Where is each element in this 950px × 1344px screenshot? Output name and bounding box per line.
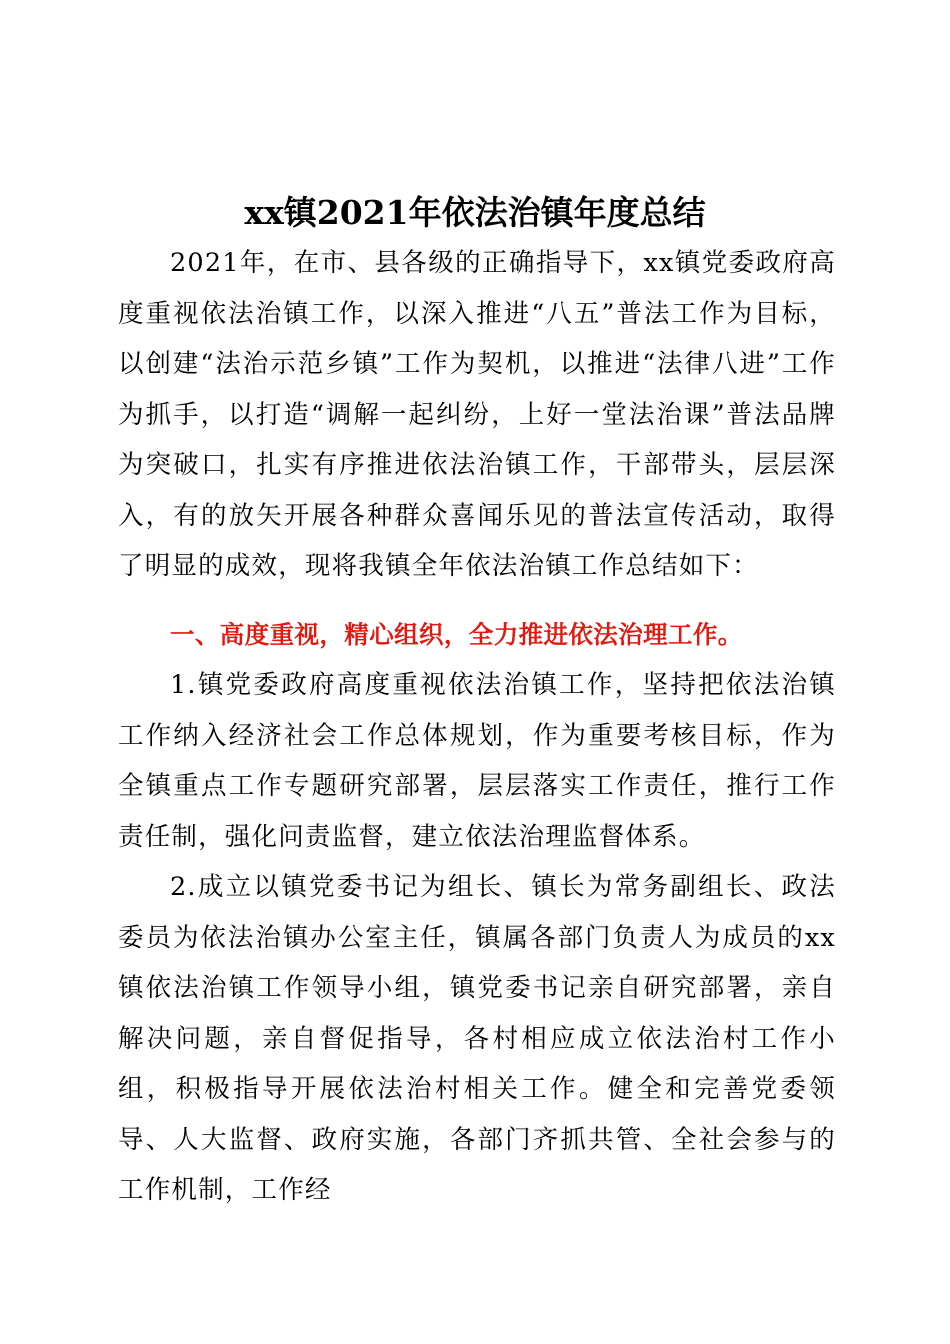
document-title: xx镇2021年依法治镇年度总结 <box>244 193 706 232</box>
paragraph-item-1: 1.镇党委政府高度重视依法治镇工作，坚持把依法治镇工作纳入经济社会工作总体规划，作为重要考核目标，作为全镇重点工作专题研究部署，层层落实工作责任，推行工作责任制，强化问责监督，建立依法治理监督体系。 <box>118 670 836 852</box>
section-heading: 一、高度重视，精心组织，全力推进依法治理工作。 <box>170 620 743 649</box>
paragraph-item-2: 2.成立以镇党委书记为组长、镇长为常务副组长、政法委员为依法治镇办公室主任，镇属各部门负责人为成员的xx镇依法治镇工作领导小组，镇党委书记亲自研究部署，亲自解决问题，亲自督促指导，各村相应成立依法治村工作小组，积极指导开展依法治村相关工作。健全和完善党委领导、人大监督、政府实施，各部门齐抓共管、全社会参与的工作机制，工作经 <box>118 872 836 1205</box>
intro-paragraph: 2021年，在市、县各级的正确指导下，xx镇党委政府高度重视依法治镇工作，以深入推进“八五”普法工作为目标，以创建“法治示范乡镇”工作为契机，以推进“法律八进”工作为抓手，以打造“调解一起纠纷，上好一堂法治课”普法品牌为突破口，扎实有序推进依法治镇工作，干部带头，层层深入，有的放矢开展各种群众喜闻乐见的普法宣传活动，取得了明显的成效，现将我镇全年依法治镇工作总结如下： <box>118 248 836 581</box>
